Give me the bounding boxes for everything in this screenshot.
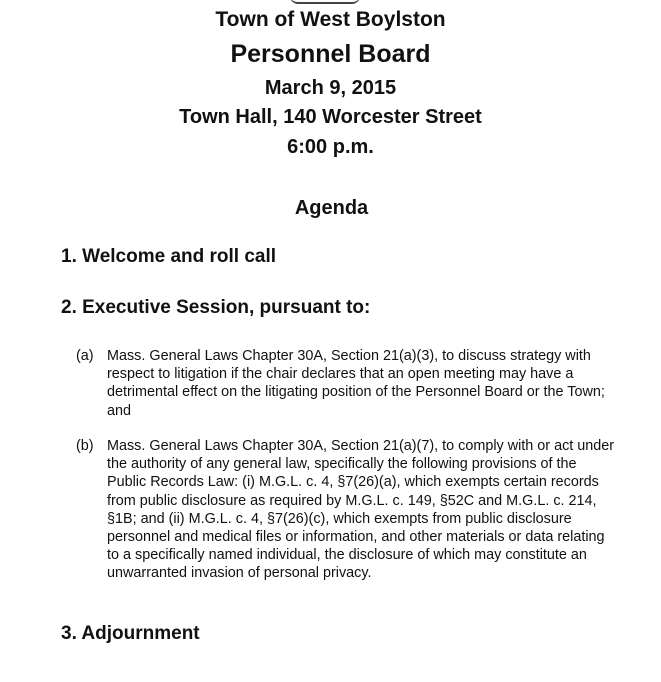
subitem-text: Mass. General Laws Chapter 30A, Section 21(a)(3), to discuss strategy with respect to litigation if the chair declares that an open meeting may have a detrimental effect on the litigating position of the Personnel Board or the Town; and [107,348,605,419]
agenda-item-adjournment: 3. Adjournment [61,623,200,644]
agenda-title: Agenda [294,197,369,219]
agenda-item-executive-session: 2. Executive Session, pursuant to: [61,297,371,318]
subitem-marker: (a) [76,348,94,364]
subitem-text: Mass. General Laws Chapter 30A, Section 21(a)(7), to comply with or act under the authority of any general law, specifically the following provisions of the Public Records Law: (i) M.G.L. c. 4, §7(26)(a), which exempts certain records from public disclosure as required by M.G.L. c. 149, §52C and M.G.L. c. 214, §1B; and (ii) M.G.L. c. 4, §7(26)(c), which exempts from public disclosure personnel and medical files or information, and other materials or data relating to a specifically named individual, the disclosure of which may constitute an unwarranted invasion of personal privacy. [107,438,615,582]
agenda-subitem-b [76,437,616,583]
agenda-subitem-a [76,347,616,420]
meeting-date: March 9, 2015 [264,77,397,99]
meeting-location: Town Hall, 140 Worcester Street [179,106,482,128]
top-edge-mark [290,0,360,4]
town-name: Town of West Boylston [215,8,446,31]
meeting-time: 6:00 p.m. [287,136,374,158]
subitem-marker: (b) [76,438,94,454]
agenda-item-welcome: 1. Welcome and roll call [61,246,277,267]
board-name: Personnel Board [230,40,431,68]
